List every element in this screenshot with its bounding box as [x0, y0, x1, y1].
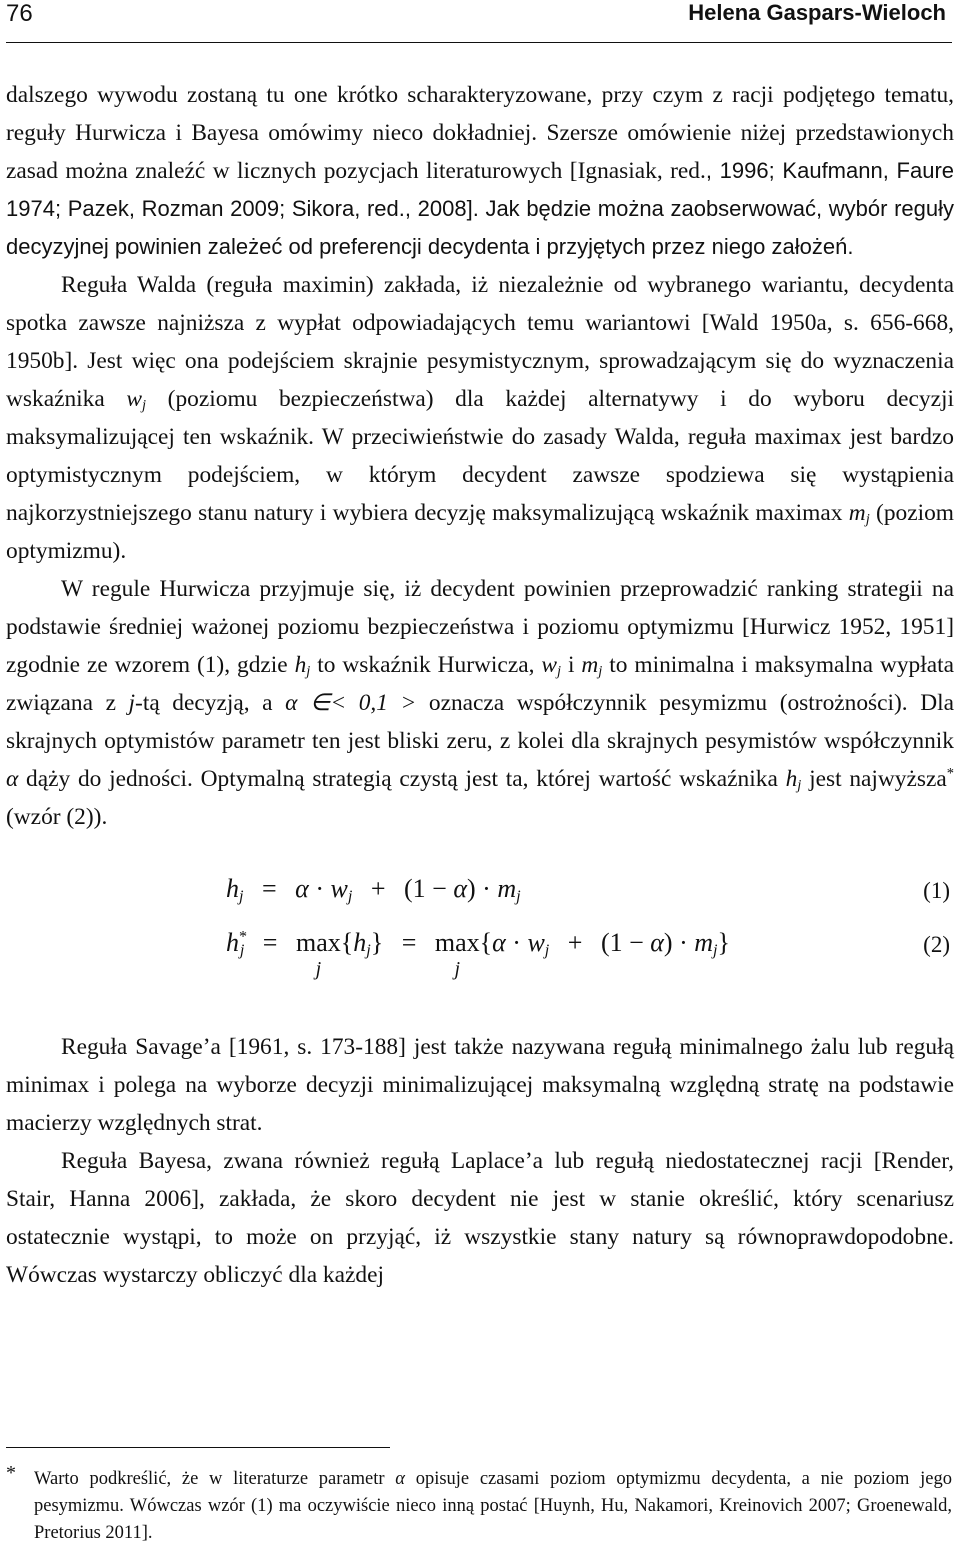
paragraph-text: W regule Hurwicza przyjmuje się, iż decydent powinien przeprowadzić ranking strategii na podstawie średniej ważonej poziomu bezpieczeństwa i poziomu optymizmu [Hurwicz 1952, 1951] zgodnie ze wzorem (1), gdzie [6, 576, 954, 678]
paragraph-text: oznacza współczynnik pesymizmu (ostrożności). Dla skrajnych optymistów parametr ten jest bliski zeru, z kolei dla skrajnych pesymistów współczynnik [6, 690, 955, 754]
symbol-m: m [848, 500, 866, 526]
symbol-j: j [556, 663, 562, 680]
symbol-j: j [797, 777, 802, 794]
page-header [6, 0, 952, 36]
paragraph-text: to wskaźnik Hurwicza, [310, 652, 542, 678]
paragraph-text: jest najwyższa [801, 766, 947, 792]
symbol-j: j [598, 663, 603, 680]
footnote-mark: * [6, 1462, 16, 1484]
paragraph-hurwicz [6, 570, 954, 836]
formula-2: $h^*_j = \max$ j $\{h_j\} = \max$ j $\{\alpha \cdot w_j + (1 - \alpha) \cdot m_j\}$ [226, 928, 731, 980]
paragraph-text: (poziom optymizmu). [6, 500, 954, 564]
body-text [6, 76, 954, 1294]
footnote-reference[interactable]: * [946, 765, 954, 782]
page-number: 76 [6, 0, 33, 27]
footnote [6, 1462, 952, 1547]
formula-1: $h_j = \alpha \cdot w_j + (1 - \alpha) \cdot m_j$ [226, 874, 521, 906]
alpha-range-condition: α ∈< 0,1 > [285, 690, 417, 716]
paragraph-text: dąży do jedności. Optymalną strategią czystą jest ta, której wartość wskaźnika [18, 766, 786, 792]
symbol-alpha: α [6, 766, 19, 792]
symbol-j: j [142, 397, 147, 414]
paragraph-literature [6, 76, 954, 266]
paragraph-text: (wzór (2)). [6, 804, 108, 830]
footnote-text: Warto podkreślić, że w literaturze parametr α opisuje czasami poziom optymizmu decydenta, a nie poziom jego pesymizmu. Wówczas wzór (1) ma oczywiście nieco inną postać [Huynh, Hu, Nakamori, Kreinovich 2007; Groenewald, Pretorius 2011]. [34, 1469, 952, 1543]
paragraph-text: dalszego wywodu zostaną tu one krótko scharakteryzowane, przy czym z racji podjętego tematu, reguły Hurwicza i Bayesa omówimy nieco dokładniej. Szersze omówienie niżej przedstawionych zasad można znaleźć w licznych pozycjach literaturowych [Ignasiak, red. [6, 82, 954, 184]
symbol-m: m [581, 652, 599, 678]
paragraph-text: -tą decyzją, a [135, 690, 286, 716]
max-operator: max j [434, 928, 480, 980]
symbol-j: j [128, 690, 136, 716]
paragraph-text: Reguła Walda (reguła maximin) zakłada, iż niezależnie od wybranego wariantu, decydenta spotka zawsze najniższa z wypłat odpowiadających temu wariantowi [Wald 1950a, s. 656-668, 1950b]. Jest więc ona podejściem skrajnie pesymistycznym, sprowadzającym się do wyznaczenia wskaźnika [6, 272, 954, 412]
header-rule [6, 42, 952, 43]
max-operator: max j [295, 928, 341, 980]
paragraph-text: (poziomu bezpieczeństwa) dla każdej alternatywy i do wyboru decyzji maksymalizującej ten wskaźnik. W przeciwieństwie do zasady Walda, reguła maximax jest bardzo optymistycznym podejściem, w którym decydent zawsze spodziewa się wystąpienia najkorzystniejszego stanu natury i wybiera decyzję maksymalizującą wskaźnik maximax [6, 386, 954, 526]
symbol-j: j [865, 511, 870, 528]
paragraph-wald [6, 266, 954, 570]
symbol-alpha: α [395, 1469, 405, 1489]
formula-1-number: (1) [923, 878, 950, 903]
symbol-w: w [541, 652, 557, 678]
paragraph-bayes: Reguła Bayesa, zwana również regułą Laplace’a lub regułą niedostatecznej racji [Render, Stair, Hanna 2006], zakłada, że skoro decydent nie jest w stanie określić, który scenariusz ostatecznie wystąpi, to może on przyjąć, iż wszystkie stany natury są równoprawdopodobne. Wówczas wystarczy obliczyć dla każdej [6, 1148, 954, 1288]
footnote-rule [6, 1447, 390, 1448]
symbol-h: h [785, 766, 798, 792]
paragraph-text-sans: , 1996; Kaufmann, Faure 1974; Pazek, Rozman 2009; Sikora, red., 2008]. Jak będzie można zaobserwować, wybór reguły decyzyjnej powinien zależeć od preferencji decydenta i przyjętych przez niego założeń. [6, 158, 954, 259]
formula-2-number: (2) [923, 932, 950, 957]
paragraph-savage: Reguła Savage’a [1961, s. 173-188] jest także nazywana regułą minimalnego żalu lub regułą minimax i polega na wyborze decyzji minimalizującej maksymalną względną stratę na podstawie macierzy względnych strat. [6, 1034, 954, 1136]
symbol-h: h [294, 652, 307, 678]
symbol-j: j [306, 663, 311, 680]
paragraph-text: to minimalna i maksymalna wypłata związana z [6, 652, 954, 716]
paragraph-text: i [561, 652, 582, 678]
symbol-w: w [126, 386, 142, 412]
running-head-author: Helena Gaspars-Wieloch [688, 0, 946, 25]
formula-block [6, 862, 954, 1016]
